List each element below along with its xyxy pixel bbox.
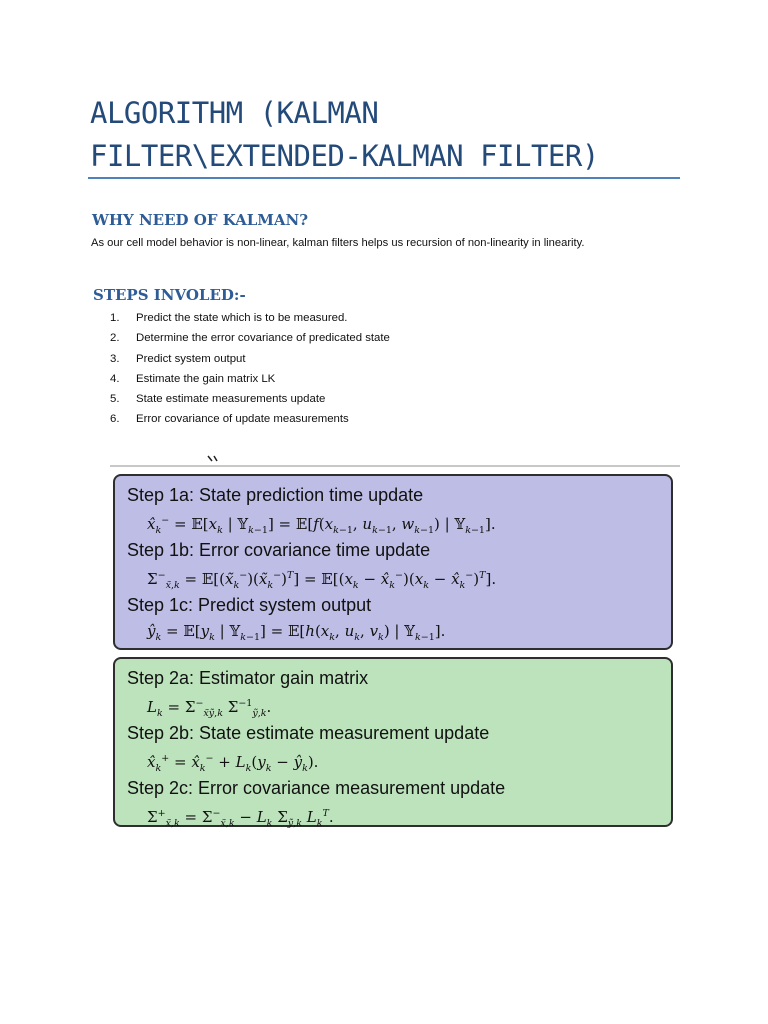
step-2a-equation: $L_k = \Sigma^-_{x̃ỹ,k}$ $\Sigma^{-1}_{ỹ,k}$. bbox=[147, 698, 272, 719]
title-line-1: ALGORITHM (KALMAN bbox=[90, 96, 379, 130]
list-text: Determine the error covariance of predicated state bbox=[136, 332, 390, 345]
step-2a-title: Step 2a: Estimator gain matrix bbox=[127, 668, 369, 688]
prediction-box bbox=[113, 474, 673, 650]
list-number: 4. bbox=[110, 372, 120, 385]
step-1a-equation: $x̂_k^-$ = $𝔼[x_k$ | 𝕐$_{k-1}$] = $𝔼[f(x_{k-1}$, $u_{k-1}$, $w_{k-1}$) | 𝕐$_{k-1}$]. bbox=[147, 515, 496, 536]
list-item bbox=[110, 328, 390, 348]
list-text: Predict system output bbox=[136, 352, 246, 365]
list-number: 6. bbox=[110, 413, 120, 426]
list-item bbox=[110, 369, 390, 389]
list-item bbox=[110, 409, 390, 429]
list-number: 3. bbox=[110, 352, 120, 365]
steps-heading: STEPS INVOLED:- bbox=[93, 286, 246, 304]
why-heading: WHY NEED OF KALMAN? bbox=[92, 211, 309, 229]
list-item bbox=[110, 389, 390, 409]
figure-top-rule bbox=[110, 465, 680, 467]
step-1c-equation: $ŷ_k$ = $𝔼[y_k$ | 𝕐$_{k-1}$] = $𝔼[h(x_k$, $u_k$, $v_k$) | 𝕐$_{k-1}$]. bbox=[147, 622, 446, 643]
step-2c-equation: $\Sigma^+_{x̃,k} = \Sigma^-_{x̃,k} - L_k$ $\Sigma_{ỹ,k}$ $L_k^T$. bbox=[147, 808, 334, 829]
steps-list bbox=[110, 308, 390, 430]
title-underline bbox=[88, 177, 680, 179]
title-line-2: FILTER\EXTENDED-KALMAN FILTER) bbox=[90, 139, 599, 173]
document-title bbox=[90, 92, 690, 178]
step-1c-title: Step 1c: Predict system output bbox=[127, 595, 372, 615]
list-number: 1. bbox=[110, 312, 120, 324]
step-2b-equation: $x̂_k^+$ = $x̂_k^- + L_k(y_k$ − $ŷ_k$). bbox=[147, 753, 319, 774]
list-text: Error covariance of update measurements bbox=[136, 413, 349, 426]
why-paragraph: As our cell model behavior is non-linear, kalman filters helps us recursion of non-linearity in linearity. bbox=[91, 237, 585, 249]
correction-box bbox=[113, 657, 673, 827]
list-item bbox=[110, 308, 390, 328]
list-text: Predict the state which is to be measured. bbox=[136, 312, 348, 324]
step-1b-equation: $\Sigma^-_{x̃,k}$ = $𝔼[(x̃_k^-)(x̃_k^-)^T]$ = $𝔼[(x_k$ − $x̂_k^-)(x_k$ − $x̂_k^-)^T$]. bbox=[147, 570, 497, 591]
list-item bbox=[110, 349, 390, 369]
figure-crop-mark bbox=[206, 455, 220, 463]
list-number: 2. bbox=[110, 332, 120, 345]
step-2b-title: Step 2b: State estimate measurement update bbox=[127, 723, 490, 743]
step-1a-title: Step 1a: State prediction time update bbox=[127, 485, 424, 505]
step-2c-title: Step 2c: Error covariance measurement update bbox=[127, 778, 506, 798]
list-text: Estimate the gain matrix LK bbox=[136, 372, 276, 385]
step-1b-title: Step 1b: Error covariance time update bbox=[127, 540, 431, 560]
list-number: 5. bbox=[110, 393, 120, 406]
list-text: State estimate measurements update bbox=[136, 393, 326, 406]
